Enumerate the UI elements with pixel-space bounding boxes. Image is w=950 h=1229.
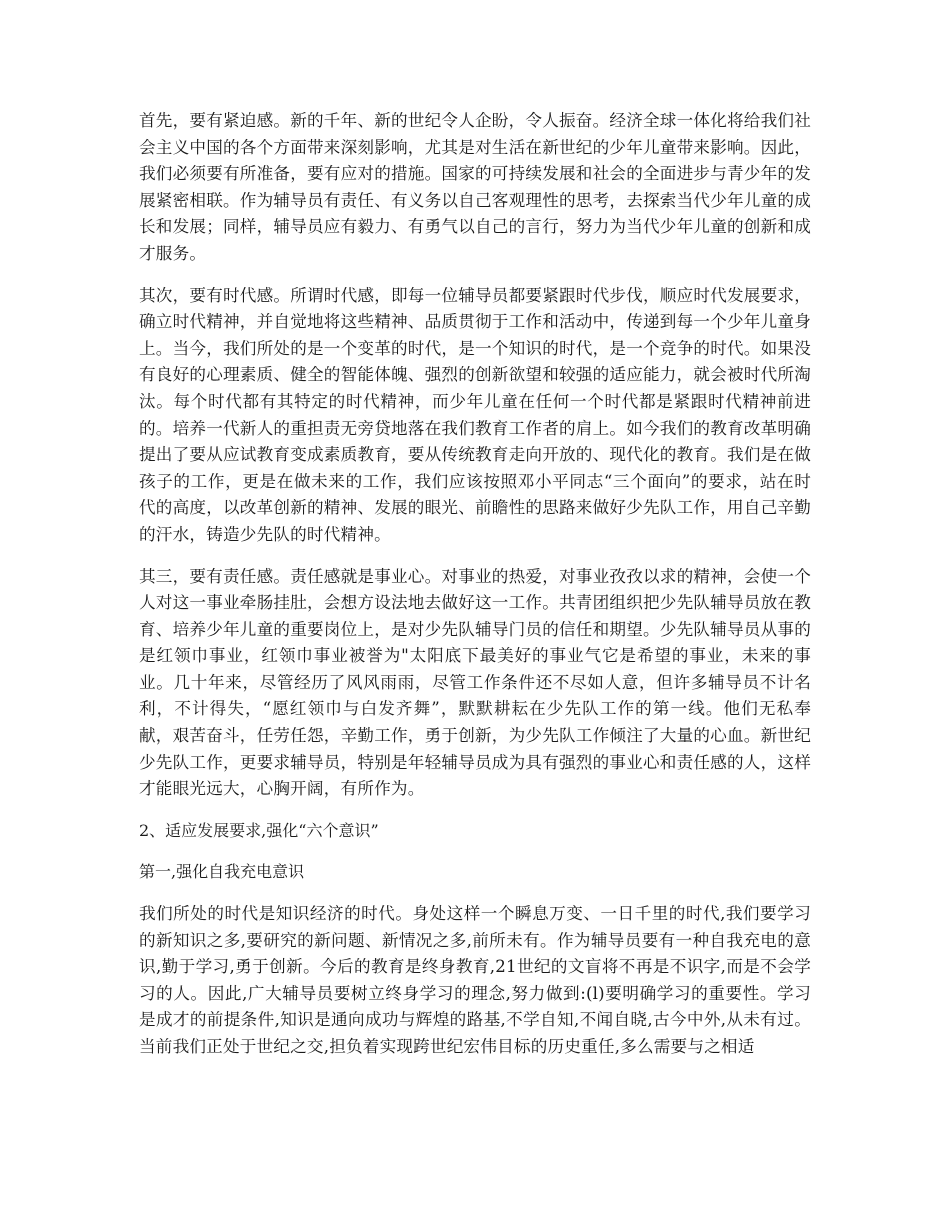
paragraph-responsibility: 其三，要有责任感。责任感就是事业心。对事业的热爱，对事业孜孜以求的精神，会使一个人对这一事业牵肠挂肚，会想方设法地去做好这一工作。共青团组织把少先队辅导员放在教育、培养少年儿童的重要岗位上，是对少先队辅导门员的信任和期望。少先队辅导员从事的是红领巾事业，红领巾事业被誉为"太阳底下最美好的事业气它是希望的事业，未来的事业。几十年来，尽管经历了风风雨雨，尽管工作条件还不尽如人意，但许多辅导员不计名利，不计得失，“愿红领巾与白发齐舞”，默默耕耘在少先队工作的第一线。他们无私奉献，艰苦奋斗，任劳任怨，辛勤工作，勇于创新，为少先队工作倾注了大量的心血。新世纪少先队工作，更要求辅导员，特别是年轻辅导员成为具有强烈的事业心和责任感的人，这样才能眼光远大，心胸开阔，有所作为。 — [139, 566, 811, 799]
subheading-first: 第一,强化自我充电意识 — [139, 862, 305, 882]
document-page — [139, 108, 811, 1076]
paragraph-self-learning: 我们所处的时代是知识经济的时代。身处这样一个瞬息万变、一日千里的时代,我们要学习的新知识之多,要研究的新问题、新情况之多,前所未有。作为辅导员要有一种自我充电的意识,勤于学习,勇于创新。今后的教育是终身教育,21世纪的文盲将不再是不识字,而是不会学习的人。因此,广大辅导员要树立终身学习的理念,努力做到:(l)要明确学习的重要性。学习是成才的前提条件,知识是通向成功与辉煌的路基,不学自知,不闻自晓,古今中外,从未有过。当前我们正处于世纪之交,担负着实现跨世纪宏伟目标的历史重任,多么需要与之相适 — [139, 904, 811, 1056]
section-heading-2: 2、适应发展要求,强化“六个意识” — [139, 820, 379, 840]
paragraph-era: 其次，要有时代感。所谓时代感，即每一位辅导员都要紧跟时代步伐，顺应时代发展要求，确立时代精神，并自觉地将这些精神、品质贯彻于工作和活动中，传递到每一个少年儿童身上。当今，我们所处的是一个变革的时代，是一个知识的时代，是一个竞争的时代。如果没有良好的心理素质、健全的智能体魄、强烈的创新欲望和较强的适应能力，就会被时代所淘汰。每个时代都有其特定的时代精神，而少年儿童在任何一个时代都是紧跟时代精神前进的。培养一代新人的重担责无旁贷地落在我们教育工作者的肩上。如今我们的教育改革明确提出了要从应试教育变成素质教育，要从传统教育走向开放的、现代化的教育。我们是在做孩子的工作，更是在做未来的工作，我们应该按照邓小平同志“三个面向”的要求，站在时代的高度，以改革创新的精神、发展的眼光、前瞻性的思路来做好少先队工作，用自己辛勤的汗水，铸造少先队的时代精神。 — [139, 285, 811, 544]
paragraph-urgency: 首先，要有紧迫感。新的千年、新的世纪令人企盼，令人振奋。经济全球一体化将给我们社会主义中国的各个方面带来深刻影响，尤其是对生活在新世纪的少年儿童带来影响。因此，我们必须要有所准备，要有应对的措施。国家的可持续发展和社会的全面进步与青少年的发展紧密相联。作为辅导员有责任、有义务以自己客观理性的思考，去探索当代少年儿童的成长和发展；同样，辅导员应有毅力、有勇气以自己的言行，努力为当代少年儿童的创新和成才服务。 — [139, 111, 811, 263]
